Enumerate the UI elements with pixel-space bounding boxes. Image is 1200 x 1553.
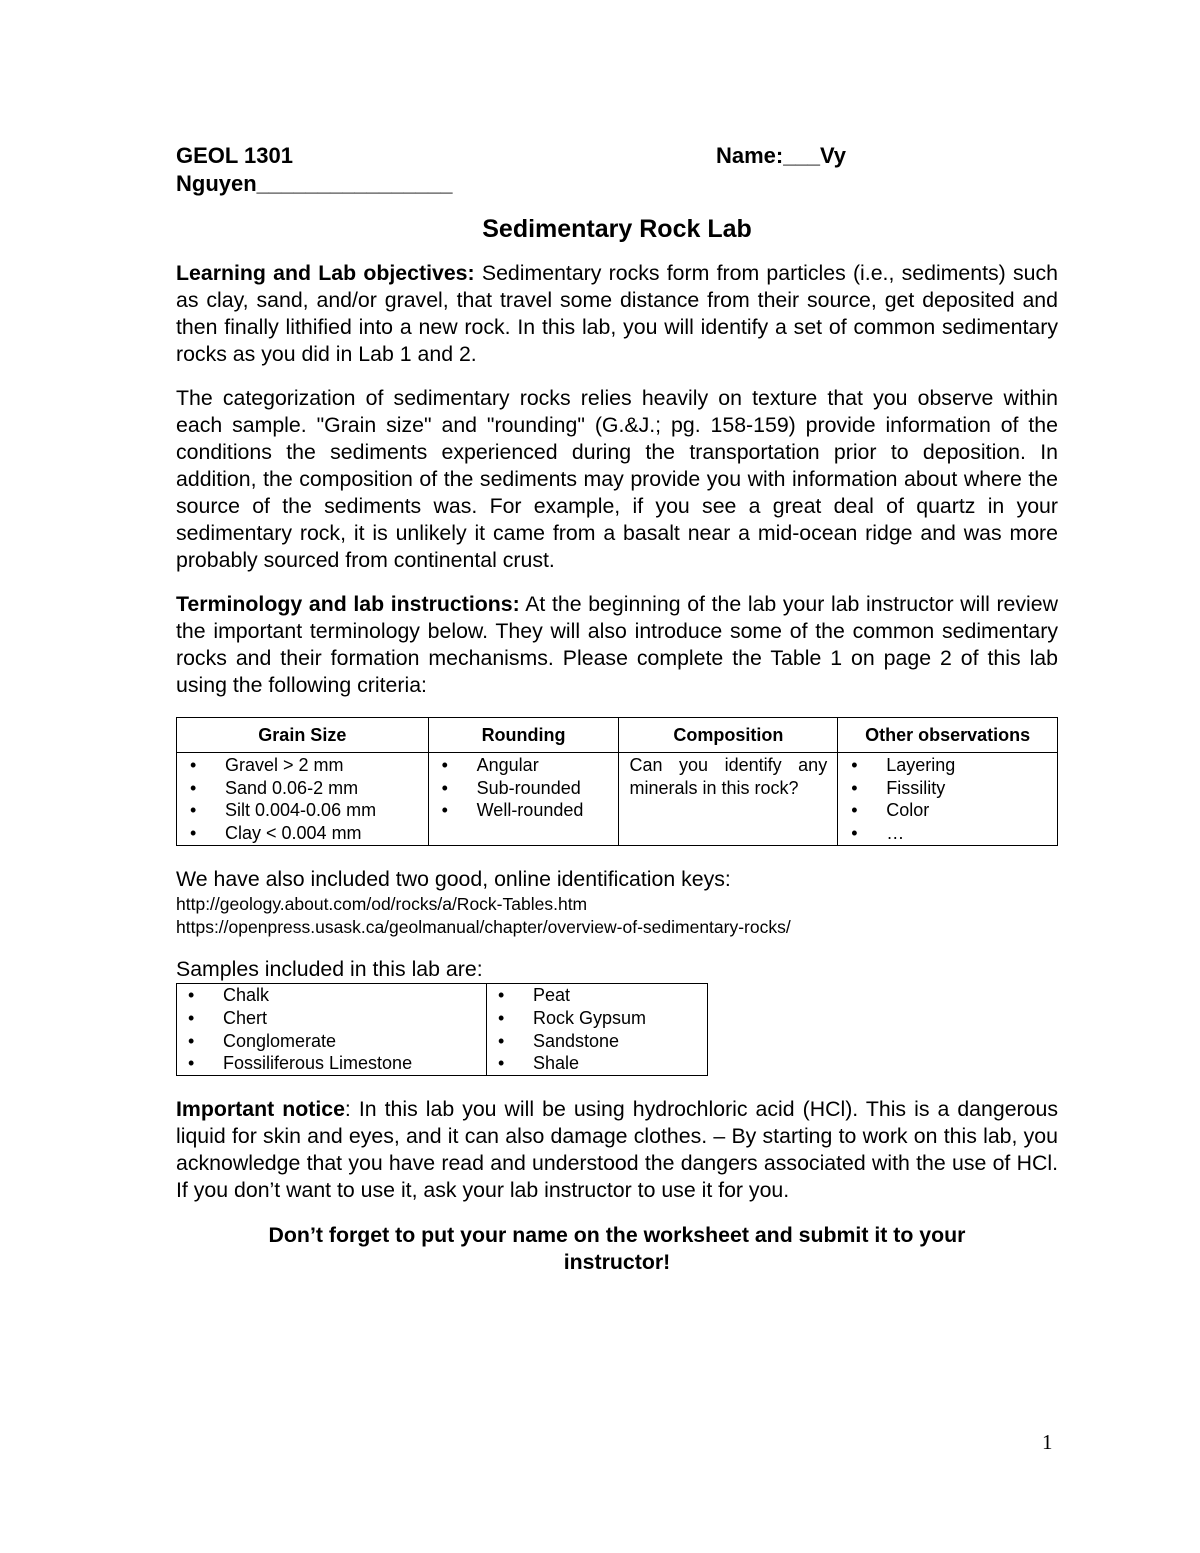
list-item: • Sandstone bbox=[489, 1030, 707, 1053]
list-item: • Well-rounded bbox=[433, 799, 615, 822]
list-item: • Peat bbox=[489, 984, 707, 1007]
objectives-text: Sedimentary rocks form from particles (i.e., sediments) such as clay, sand, and/or gravel, that travel some distance from their source, get deposited and then finally lithified into a new rock. In this lab, you will identify a set of common sedimentary rocks as you did in Lab 1 and 2. bbox=[176, 261, 1058, 366]
other-observations-cell bbox=[838, 753, 1058, 846]
list-item: • Layering bbox=[842, 754, 1053, 777]
list-item: • Angular bbox=[433, 754, 615, 777]
student-name-line-continued: Nguyen________________ bbox=[176, 171, 453, 196]
identification-keys bbox=[176, 866, 1058, 939]
list-item: • Sub-rounded bbox=[433, 777, 615, 800]
grain-size-cell bbox=[177, 753, 429, 846]
document-title: Sedimentary Rock Lab bbox=[482, 215, 752, 243]
rounding-cell bbox=[428, 753, 619, 846]
list-item: • … bbox=[842, 822, 1053, 845]
samples-table bbox=[176, 983, 708, 1076]
keys-lead: We have also included two good, online identification keys: bbox=[176, 867, 731, 891]
list-item: • Clay < 0.004 mm bbox=[181, 822, 424, 845]
samples-right-cell bbox=[487, 984, 708, 1076]
list-item: • Chert bbox=[179, 1007, 486, 1030]
header-composition: Composition bbox=[619, 718, 838, 753]
list-item: • Silt 0.004-0.06 mm bbox=[181, 799, 424, 822]
list-item: • Sand 0.06-2 mm bbox=[181, 777, 424, 800]
criteria-table bbox=[176, 717, 1058, 846]
student-name-line: Name:___Vy bbox=[716, 143, 847, 168]
list-item: • Color bbox=[842, 799, 1053, 822]
terminology-label: Terminology and lab instructions: bbox=[176, 592, 520, 616]
header-rounding: Rounding bbox=[428, 718, 619, 753]
notice-paragraph bbox=[176, 1096, 1058, 1204]
criteria-body-row bbox=[177, 753, 1058, 846]
notice-label: Important notice bbox=[176, 1097, 345, 1122]
list-item: • Fissility bbox=[842, 777, 1053, 800]
document-header bbox=[176, 140, 1058, 200]
document-page bbox=[176, 140, 1058, 1276]
list-item: • Chalk bbox=[179, 984, 486, 1007]
samples-left-cell bbox=[177, 984, 487, 1076]
page-number: 1 bbox=[1042, 1430, 1053, 1454]
list-item: • Fossiliferous Limestone bbox=[179, 1052, 486, 1075]
objectives-label: Learning and Lab objectives: bbox=[176, 261, 475, 285]
samples-row bbox=[177, 984, 708, 1076]
list-item: • Rock Gypsum bbox=[489, 1007, 707, 1030]
composition-cell: Can you identify any minerals in this rock? bbox=[619, 753, 838, 846]
categorization-paragraph: The categorization of sedimentary rocks relies heavily on texture that you observe within each sample. "Grain size" and "rounding" (G.&J.; pg. 158-159) provide information of the conditions the sediments experienced during the transportation prior to deposition. In addition, the composition of the sediments may provide you with information about where the source of the sediments was. For example, if you see a great deal of quartz in your sedimentary rock, it is unlikely it came from a basalt near a mid-ocean ridge and was more probably sourced from continental crust. bbox=[176, 386, 1058, 572]
notice-text: : In this lab you will be using hydrochloric acid (HCl). This is a dangerous liquid for skin and eyes, and it can also damage clothes. – By starting to work on this lab, you acknowledge that you have read and understood the dangers associated with the use of HCl. If you don’t want to use it, ask your lab instructor to use it for you. bbox=[176, 1097, 1058, 1203]
criteria-header-row bbox=[177, 718, 1058, 753]
list-item: • Shale bbox=[489, 1052, 707, 1075]
key-link-1[interactable]: http://geology.about.com/od/rocks/a/Rock-Tables.htm bbox=[176, 894, 588, 914]
header-other-observations: Other observations bbox=[838, 718, 1058, 753]
key-link-2[interactable]: https://openpress.usask.ca/geolmanual/chapter/overview-of-sedimentary-rocks/ bbox=[176, 917, 791, 937]
terminology-text: At the beginning of the lab your lab instructor will review the important terminology below. They will also introduce some of the common sedimentary rocks and their formation mechanisms. Please complete the Table 1 on page 2 of this lab using the following criteria: bbox=[176, 592, 1059, 697]
list-item: • Gravel > 2 mm bbox=[181, 754, 424, 777]
header-grain-size: Grain Size bbox=[177, 718, 429, 753]
objectives-paragraph bbox=[176, 260, 1058, 368]
terminology-paragraph bbox=[176, 591, 1058, 699]
list-item: • Conglomerate bbox=[179, 1030, 486, 1053]
course-code: GEOL 1301 bbox=[176, 143, 293, 168]
samples-lead: Samples included in this lab are: bbox=[176, 957, 483, 981]
closing-reminder: Don’t forget to put your name on the worksheet and submit it to your instructor! bbox=[268, 1223, 966, 1275]
